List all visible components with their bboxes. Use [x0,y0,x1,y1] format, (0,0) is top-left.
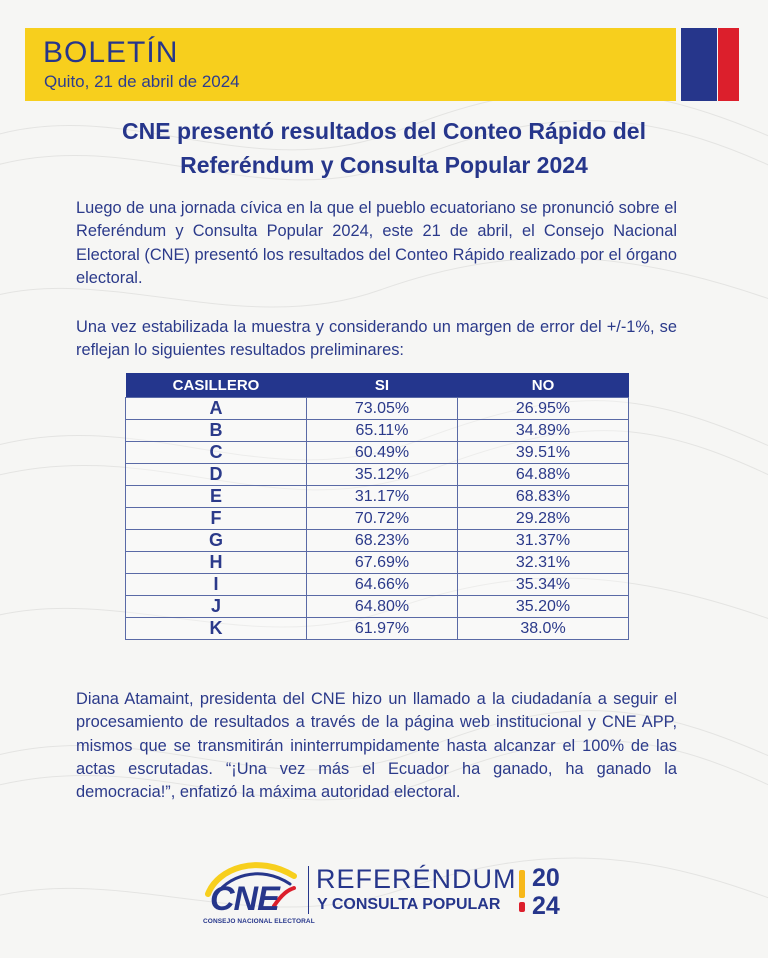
casillero-cell: F [126,508,307,530]
no-cell: 39.51% [458,442,629,464]
table-row [126,508,629,530]
intro-paragraph: Luego de una jornada cívica en la que el pueblo ecuatoriano se pronunció sobre el Referéndum y Consulta Popular 2024, este 21 de abril, el Consejo Nacional Electoral (CNE) presentó los resultados del Conteo Rápido realizado por el órgano electoral. [76,199,677,287]
no-cell: 31.37% [458,530,629,552]
no-cell: 68.83% [458,486,629,508]
no-cell: 32.31% [458,552,629,574]
footer-divider [308,866,309,914]
no-cell: 38.0% [458,618,629,640]
table-row [126,530,629,552]
headline-line-1: CNE presentó resultados del Conteo Rápido del [122,118,646,144]
si-cell: 73.05% [307,398,458,420]
year-top: 20 [532,864,560,892]
table-row [126,618,629,640]
results-table-header [126,373,629,398]
bulletin-date: Quito, 21 de abril de 2024 [44,72,240,91]
header-casillero: CASILLERO [126,373,307,398]
si-cell: 68.23% [307,530,458,552]
headline-line-2: Referéndum y Consulta Popular 2024 [180,152,588,178]
footer-branding [0,850,768,940]
si-cell: 31.17% [307,486,458,508]
casillero-cell: E [126,486,307,508]
si-cell: 61.97% [307,618,458,640]
cne-logo-subtitle: CONSEJO NACIONAL ELECTORAL [203,918,315,925]
no-cell: 29.28% [458,508,629,530]
no-cell: 64.88% [458,464,629,486]
flag-stripe-red [718,28,739,101]
headline [60,114,708,182]
no-cell: 35.34% [458,574,629,596]
header-banner [25,28,676,101]
casillero-cell: G [126,530,307,552]
si-cell: 64.66% [307,574,458,596]
consulta-popular-title: Y CONSULTA POPULAR [317,896,501,913]
no-cell: 34.89% [458,420,629,442]
si-cell: 67.69% [307,552,458,574]
casillero-cell: K [126,618,307,640]
casillero-cell: A [126,398,307,420]
referendum-title: REFERÉNDUM [316,864,517,894]
results-table [125,373,629,640]
header-si: SI [307,373,458,398]
casillero-cell: I [126,574,307,596]
table-row [126,486,629,508]
table-row [126,420,629,442]
si-cell: 60.49% [307,442,458,464]
table-row [126,574,629,596]
table-row [126,442,629,464]
header-no: NO [458,373,629,398]
si-cell: 64.80% [307,596,458,618]
no-cell: 35.20% [458,596,629,618]
no-cell: 26.95% [458,398,629,420]
casillero-cell: H [126,552,307,574]
casillero-cell: J [126,596,307,618]
si-cell: 70.72% [307,508,458,530]
cne-logo-text: CNE [210,880,279,918]
table-row [126,552,629,574]
exclamation-dot-icon [519,902,525,912]
casillero-cell: B [126,420,307,442]
results-intro-paragraph: Una vez estabilizada la muestra y considerando un margen de error del +/-1%, se reflejan lo siguientes resultados preliminares: [76,318,677,360]
year-bottom: 24 [532,892,560,920]
casillero-cell: C [126,442,307,464]
closing-paragraph: Diana Atamaint, presidenta del CNE hizo un llamado a la ciudadanía a seguir el procesamiento de resultados a través de la página web institucional y CNE APP, mismos que se transmitirán ininterrumpidamente hasta alcanzar el 100% de las actas escrutadas. “¡Una vez más el Ecuador ha ganado, ha ganado la democracia!”, enfatizó la máxima autoridad electoral. [76,690,677,802]
table-row [126,464,629,486]
si-cell: 35.12% [307,464,458,486]
casillero-cell: D [126,464,307,486]
table-row [126,398,629,420]
si-cell: 65.11% [307,420,458,442]
flag-stripe-blue [681,28,717,101]
exclamation-bar-icon [519,870,525,898]
table-row [126,596,629,618]
bulletin-title: BOLETÍN [43,36,179,69]
